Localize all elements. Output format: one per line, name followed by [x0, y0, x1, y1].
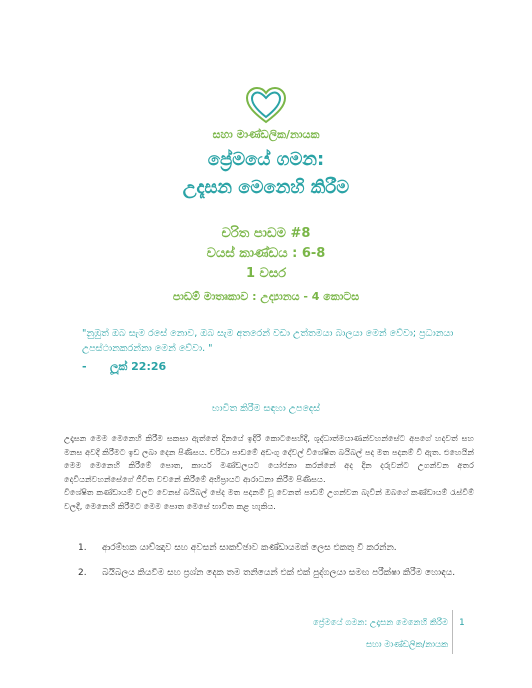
- heart-outline-icon: [244, 86, 288, 126]
- footer-audience: සහා මාණ්ඩලික/නායක: [365, 640, 448, 650]
- scripture-reference: [82, 360, 166, 374]
- instructions-paragraph-1: උදෑසන මෙම මෙනෙහි කිරීම සකසා ඇත්තේ දිනයේ ඉදිරි කොටසෙහිදී, ශුද්ධාත්මයාණන්වහන්සේට අපගේ හදවත් සහ මනස අවදි කිරීමට ඉඩ ලබා දෙන පිණිසය. චරිධා පාඩමේ අඩංගු දේවල් විශේෂිත බයිබල් පද මත පදනම් වී ඇත. එහෙයින් මෙම මෙනෙහි කිරීමේ පොත, කාර්ය මණ්ඩලයට යෝජනා කරන්නේ අද දින දරුවන්ට උගන්වන අතර දෙවියන්වහන්සේගේ ජීවිත වචනේ කිරීමේ අභිප්‍රායට ආරාධනා කිරීම පිණිසය.: [64, 433, 474, 484]
- year-label: 1 වසර: [245, 266, 287, 281]
- title-line-2: උදෑසන මෙනෙහි කිරීම: [182, 177, 350, 198]
- list-item-number: 1.: [78, 543, 87, 553]
- footer-divider: [452, 610, 453, 654]
- list-item-text: ආරම්භක යාච්ඤාව සහ අවසන් සාකච්ඡාව කණ්ඩායමක් ලෙස එකතු වී කරන්න.: [102, 543, 397, 553]
- age-range: වයස් කාණ්ඩය : 6-8: [206, 246, 326, 261]
- audience-label: සහා මාණ්ඩලික/නායක: [212, 128, 320, 141]
- instructions-paragraph-2: විශේෂිත කණ්ඩායම් වලට වෙනස් බයිබල් පේද මත පදනම් වූ වෙනත් පාඩම් උගන්වන බැවින් ඔබගේ කණ්ඩායම් රැස්වීම් වලදී, මෙනෙහි කිරීමට මෙම පොත මෙසේ භාවිත කළ හැකිය.: [64, 487, 474, 511]
- list-item: [78, 568, 455, 578]
- footer-title: ප්‍රේමයේ ගමන: උදෑසන මෙනෙහි කිරීම: [312, 618, 448, 628]
- page-number: 1: [459, 618, 465, 628]
- scripture-quote: "නුඹුත් ඔබ සැම රසේ නොව, ඔබ සැම අතරෙන් වඩා උත්තමයා බාලයා මෙන් වේවා; ප්‍රධානයා උපස්ථානකරන්නා මෙන් වේවා. ": [82, 328, 454, 354]
- title-line-1: ප්‍රේමයේ ගමන:: [207, 149, 325, 170]
- lesson-theme: පාඩම් මාතෘකාව : උද්‍යානය - 4 කොටස: [172, 290, 360, 303]
- list-item-text: බයිබලය කියවීම සහ ප්‍රශ්න දෙක තම තනියෙන් එක් එක් පුද්ගලයා සමඟ​ පරීක්ෂා කිරීම හොඳය.: [102, 568, 456, 578]
- list-item-number: 2.: [78, 568, 87, 578]
- lesson-number: චරිත පාඩම #8: [221, 226, 311, 241]
- reference-text: ලූක් 22:26: [110, 360, 167, 373]
- instructions-heading: භාවිත කිරීම සඳහා උපදෙස්: [212, 403, 320, 414]
- list-item: [78, 543, 397, 553]
- reference-dash: -: [82, 360, 87, 373]
